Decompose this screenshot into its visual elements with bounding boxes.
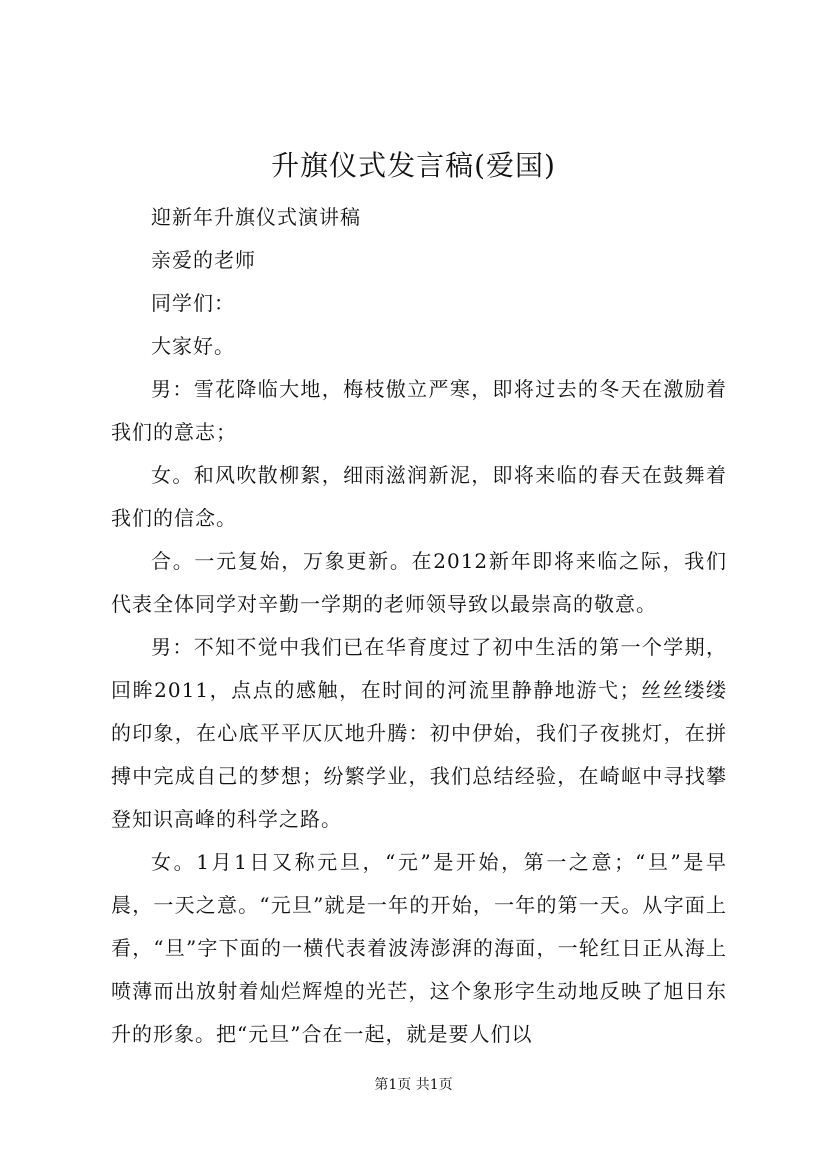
paragraph: 大家好。 bbox=[151, 334, 235, 358]
paragraph: 男：不知不觉中我们已在华育度过了初中生活的第一个学期，回眸2011，点点的感触，在时间的河流里静静地游弋；丝丝缕缕的印象，在心底平平仄仄地升腾：初中伊始，我们子夜挑灯，在拼搏中完成自己的梦想；纷繁学业，我们总结经验，在崎岖中寻找攀登知识高峰的科学之路。 bbox=[111, 635, 727, 831]
document-title: 升旗仪式发言稿(爱国) bbox=[271, 149, 556, 182]
paragraph: 同学们： bbox=[151, 291, 235, 315]
paragraph: 女。1月1日又称元旦，“元”是开始，第一之意；“旦”是早晨，一天之意。“元旦”就是一年的开始，一年的第一天。从字面上看，“旦”字下面的一横代表着波涛澎湃的海面，一轮红日正从海上喷薄而出放射着灿烂辉煌的光芒，这个象形字生动地反映了旭日东升的形象。把“元旦”合在一起，就是要人们以 bbox=[111, 850, 727, 1046]
paragraph: 亲爱的老师 bbox=[151, 248, 256, 272]
paragraph: 迎新年升旗仪式演讲稿 bbox=[151, 205, 361, 229]
paragraph: 合。一元复始，万象更新。在2012新年即将来临之际，我们代表全体同学对辛勤一学期的老师领导致以最崇高的敬意。 bbox=[111, 549, 727, 616]
paragraph: 男：雪花降临大地，梅枝傲立严寒，即将过去的冬天在激励着我们的意志； bbox=[111, 377, 727, 444]
paragraph: 女。和风吹散柳絮，细雨滋润新泥，即将来临的春天在鼓舞着我们的信念。 bbox=[111, 463, 727, 530]
page-number-footer: 第1页 共1页 bbox=[374, 1077, 453, 1093]
document-body bbox=[111, 196, 727, 1056]
